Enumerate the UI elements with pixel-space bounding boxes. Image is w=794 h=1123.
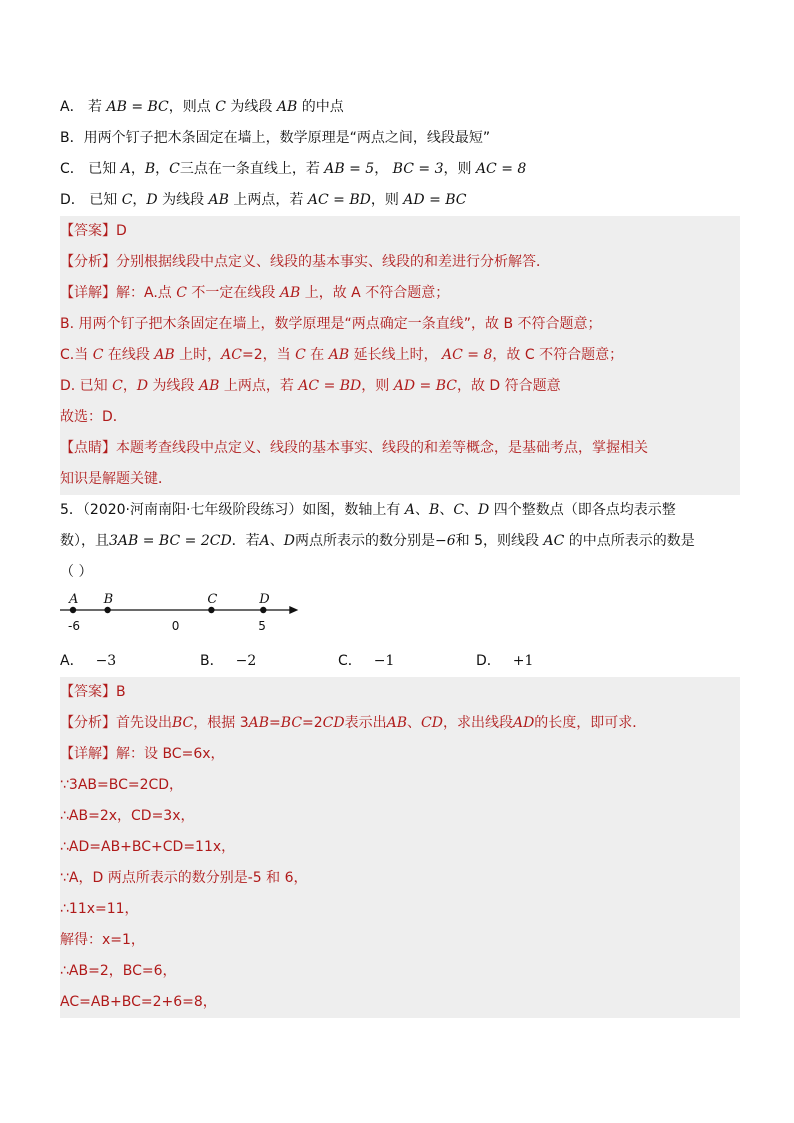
text: 解得：x=1， xyxy=(60,932,145,948)
text: ， xyxy=(132,192,147,208)
text: 为线段 xyxy=(162,192,205,208)
analysis-tag: 【分析】 xyxy=(60,254,116,270)
detail-line-3 xyxy=(60,340,740,371)
option-label: D． xyxy=(60,192,85,208)
detail-line-9 xyxy=(60,987,740,1018)
analysis-text: 分别根据线段中点定义、线段的基本事实、线段的和差进行分析解答． xyxy=(116,254,550,270)
option-a xyxy=(60,92,740,123)
text: D. 已知 xyxy=(60,378,108,394)
text: ．若 xyxy=(231,533,260,549)
point-C xyxy=(208,607,214,613)
comment-text: 本题考查线段中点定义、线段的基本事实、线段的和差等概念，是基础考点，掌握相关 xyxy=(116,440,648,456)
detail-line-6 xyxy=(60,894,740,925)
choice-label: A． xyxy=(60,653,84,669)
text: AC=AB+BC=2+6=8， xyxy=(60,994,217,1010)
math: BC xyxy=(280,715,303,731)
text: ∴AD=AB+BC+CD=11x， xyxy=(60,839,236,855)
math: C xyxy=(295,347,306,363)
detail-tag: 【详解】 xyxy=(60,285,116,301)
choice-label: B． xyxy=(200,653,224,669)
math: A xyxy=(404,502,416,518)
text: 上两点，若 xyxy=(223,378,294,394)
detail-line-5 xyxy=(60,402,740,433)
text: 和 5，则线段 xyxy=(455,533,540,549)
math: AB xyxy=(199,378,220,394)
text: =2，当 xyxy=(242,347,291,363)
analysis-line xyxy=(60,247,740,278)
detail-line-2 xyxy=(60,770,740,801)
option-b xyxy=(60,123,740,154)
math: D xyxy=(283,533,296,549)
math: C xyxy=(92,347,104,363)
option-label: C． xyxy=(60,161,84,177)
math: AC = 8 xyxy=(442,347,493,363)
math: AC xyxy=(221,347,242,363)
number-line-figure xyxy=(60,588,740,646)
math: C xyxy=(215,99,226,115)
detail-line-4 xyxy=(60,832,740,863)
math: AC = BD xyxy=(298,378,362,394)
text: 延长线上时， xyxy=(353,347,438,363)
text: ∵3AB=BC=2CD， xyxy=(60,777,184,793)
text: ，根据 3 xyxy=(193,715,249,731)
math: AB xyxy=(386,715,408,731)
text: ∴11x=11， xyxy=(60,901,139,917)
text: = xyxy=(269,715,281,731)
detail-tag: 【详解】 xyxy=(60,746,116,762)
text: 的长度，即可求． xyxy=(534,715,647,731)
math: AB xyxy=(328,347,350,363)
math: B xyxy=(144,161,156,177)
math: C xyxy=(112,378,123,394)
text: ∴AB=2，BC=6， xyxy=(60,963,177,979)
text: ， xyxy=(130,161,145,177)
text: 三点在一条直线上，若 xyxy=(179,161,320,177)
text: 、 xyxy=(407,715,422,731)
text: 两点所表示的数分别是 xyxy=(295,533,436,549)
text: 用两个钉子把木条固定在墙上，数学原理是“两点之间，线段最短” xyxy=(83,130,491,146)
tick-label: 5 xyxy=(258,619,266,633)
tick-label: -6 xyxy=(68,619,80,633)
analysis-tag: 【分析】 xyxy=(60,715,116,731)
detail-line-2 xyxy=(60,309,740,340)
text: 上，故 A 不符合题意； xyxy=(304,285,450,301)
comment-line-1 xyxy=(60,433,740,464)
text: ，故 C 不符合题意； xyxy=(492,347,624,363)
text: 首先设出 xyxy=(116,715,172,731)
point-label-A: A xyxy=(69,592,79,607)
point-label-B: B xyxy=(103,592,114,607)
point-D xyxy=(260,607,266,613)
math: CD xyxy=(421,715,443,731)
text: 的中点所表示的数是 xyxy=(568,533,695,549)
option-c xyxy=(60,154,740,185)
choice-value: −3 xyxy=(95,653,117,669)
math: 3AB = BC = 2CD xyxy=(109,533,232,549)
point-label-C: C xyxy=(207,592,218,607)
answer-value: B xyxy=(116,684,126,700)
point-A xyxy=(70,607,76,613)
choice-a xyxy=(60,646,116,677)
answer-tag: 【答案】 xyxy=(60,684,116,700)
text: 为线段 xyxy=(152,378,195,394)
text: ，故 D 符合题意 xyxy=(456,378,561,394)
math: B xyxy=(429,502,440,518)
text: =2 xyxy=(302,715,323,731)
q4-solution-block xyxy=(60,216,740,495)
choice-c xyxy=(338,646,394,677)
choice-b xyxy=(200,646,256,677)
text: 若 xyxy=(88,99,103,115)
choice-value: −2 xyxy=(235,653,257,669)
math: BC xyxy=(172,715,194,731)
number-line-svg xyxy=(60,588,300,646)
text: 、 xyxy=(439,502,454,518)
math: AD = BC xyxy=(403,192,467,208)
text: ， xyxy=(122,378,137,394)
tick-label: 0 xyxy=(171,619,180,633)
math: D xyxy=(478,502,490,518)
detail-line-5 xyxy=(60,863,740,894)
text: ，则 xyxy=(443,161,472,177)
math: CD xyxy=(322,715,345,731)
math: C xyxy=(121,192,133,208)
text: 数），且 xyxy=(60,533,109,549)
comment-tag: 【点睛】 xyxy=(60,440,116,456)
math: AC = 8 xyxy=(475,161,527,177)
math: A xyxy=(120,161,131,177)
text: ，求出线段 xyxy=(442,715,513,731)
option-label: B． xyxy=(60,130,84,146)
text: ， xyxy=(155,161,170,177)
text: 的中点 xyxy=(301,99,344,115)
text: 表示出 xyxy=(344,715,387,731)
text: B. 用两个钉子把木条固定在墙上，数学原理是“两点确定一条直线”，故 B 不符合题意； xyxy=(60,316,602,332)
math: AD = BC xyxy=(393,378,457,394)
text: 、 xyxy=(464,502,479,518)
math: A xyxy=(259,533,270,549)
arrow-head-icon xyxy=(289,606,298,614)
math: AB xyxy=(279,285,301,301)
text: ，则 xyxy=(370,192,399,208)
text: C.当 xyxy=(60,347,89,363)
analysis-line xyxy=(60,708,740,739)
math: AB xyxy=(248,715,270,731)
point-B xyxy=(104,607,110,613)
text: 为线段 xyxy=(230,99,273,115)
text: 在 xyxy=(310,347,325,363)
text: 已知 xyxy=(88,161,117,177)
math: AD xyxy=(512,715,535,731)
math: −6 xyxy=(435,533,456,549)
math: D xyxy=(146,192,158,208)
text: ∵A，D 两点所表示的数分别是-5 和 6， xyxy=(60,870,308,886)
math: AC xyxy=(543,533,565,549)
q5-line-2 xyxy=(60,526,740,557)
math: BC = 3 xyxy=(392,161,444,177)
answer-value: D xyxy=(116,223,127,239)
detail-line-4 xyxy=(60,371,740,402)
choice-label: C． xyxy=(338,653,362,669)
point-label-D: D xyxy=(259,592,270,607)
text: 上时， xyxy=(179,347,222,363)
math: AB = BC xyxy=(106,99,169,115)
q5-line-3 xyxy=(60,557,740,588)
math: AB xyxy=(276,99,298,115)
choice-d xyxy=(476,646,533,677)
text: 上两点，若 xyxy=(233,192,304,208)
comment-line-2 xyxy=(60,464,740,495)
text: 解：A.点 xyxy=(116,285,172,301)
answer-line xyxy=(60,216,740,247)
option-d xyxy=(60,185,740,216)
detail-line-1 xyxy=(60,739,740,770)
text: 故选：D． xyxy=(60,409,127,425)
math: AB xyxy=(208,192,229,208)
text: 、 xyxy=(415,502,430,518)
text: ，则点 xyxy=(168,99,211,115)
text: 5．（2020·河南南阳·七年级阶段练习）如图，数轴上有 xyxy=(60,502,401,518)
math: AB xyxy=(154,347,175,363)
math: AB = 5 xyxy=(324,161,375,177)
detail-line-1 xyxy=(60,278,740,309)
math: C xyxy=(176,285,187,301)
text: （ ） xyxy=(60,564,93,580)
text: 在线段 xyxy=(107,347,150,363)
choice-value: −1 xyxy=(373,653,395,669)
math: C xyxy=(453,502,465,518)
text: 不一定在线段 xyxy=(191,285,276,301)
option-label: A． xyxy=(60,99,84,115)
math: C xyxy=(169,161,180,177)
detail-line-7 xyxy=(60,925,740,956)
detail-line-3 xyxy=(60,801,740,832)
answer-tag: 【答案】 xyxy=(60,223,116,239)
text: 解：设 BC=6x， xyxy=(116,746,225,762)
detail-line-8 xyxy=(60,956,740,987)
text: ∴AB=2x，CD=3x， xyxy=(60,808,195,824)
q5-solution-block xyxy=(60,677,740,1018)
math: D xyxy=(136,378,149,394)
math: AC = BD xyxy=(307,192,371,208)
choice-value: +1 xyxy=(512,653,534,669)
text: ，则 xyxy=(361,378,390,394)
document-page xyxy=(60,92,740,1018)
choice-label: D． xyxy=(476,653,501,669)
answer-line xyxy=(60,677,740,708)
text: 已知 xyxy=(89,192,118,208)
text: 四个整数点（即各点均表示整 xyxy=(493,502,676,518)
comment-text: 知识是解题关键． xyxy=(60,471,172,487)
q5-choices xyxy=(60,646,740,677)
text: 、 xyxy=(269,533,284,549)
text: ， xyxy=(374,161,389,177)
q5-line-1 xyxy=(60,495,740,526)
